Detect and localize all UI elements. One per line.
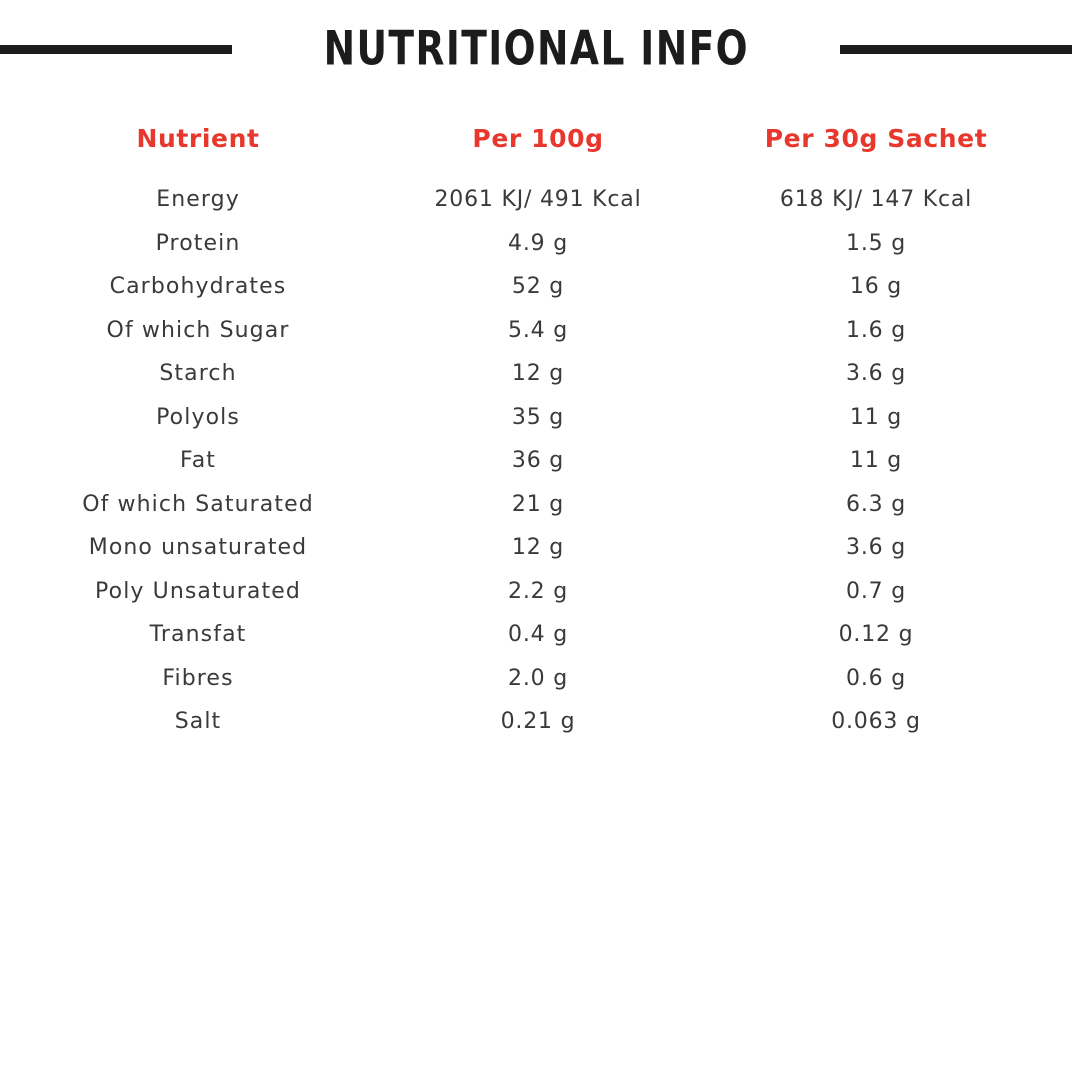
cell-per-30g: 1.6 g — [846, 317, 906, 343]
page-title: NUTRITIONAL INFO — [323, 21, 749, 77]
cell-per-30g: 16 g — [849, 274, 903, 299]
cell-per-100g: 35 g — [511, 404, 565, 430]
cell-per-30g: 6.3 g — [846, 491, 906, 517]
cell-nutrient: Polyols — [156, 404, 240, 430]
cell-per-100g: 4.9 g — [508, 230, 568, 256]
table-row — [28, 579, 1044, 604]
cell-per-100g: 0.4 g — [508, 622, 568, 647]
cell-nutrient: Transfat — [149, 622, 247, 647]
cell-nutrient: Carbohydrates — [109, 274, 287, 299]
table-row — [28, 448, 1044, 473]
table-row — [28, 535, 1044, 560]
column-header-per-100g: Per 100g — [472, 124, 604, 153]
cell-per-30g: 3.6 g — [846, 361, 906, 386]
title-rule-left — [0, 45, 232, 54]
cell-nutrient: Fibres — [162, 665, 234, 691]
table-header-row — [28, 124, 1044, 153]
cell-nutrient: Poly Unsaturated — [95, 578, 301, 604]
column-header-nutrient: Nutrient — [136, 124, 260, 153]
cell-per-30g: 3.6 g — [846, 535, 906, 560]
cell-nutrient: Of which Saturated — [82, 491, 314, 517]
cell-per-100g: 52 g — [511, 274, 565, 299]
cell-per-100g: 36 g — [511, 448, 565, 473]
table-row — [28, 318, 1044, 343]
cell-nutrient: Of which Sugar — [106, 317, 290, 343]
cell-nutrient: Mono unsaturated — [88, 535, 308, 560]
cell-per-100g: 21 g — [511, 491, 565, 517]
cell-per-30g: 618 KJ/ 147 Kcal — [779, 187, 973, 212]
cell-per-30g: 11 g — [849, 404, 903, 430]
table-row — [28, 666, 1044, 691]
table-row — [28, 361, 1044, 386]
cell-nutrient: Starch — [159, 361, 237, 386]
table-row — [28, 405, 1044, 430]
table-row — [28, 274, 1044, 299]
cell-per-30g: 0.063 g — [831, 709, 921, 734]
cell-per-30g: 11 g — [849, 448, 903, 473]
table-row — [28, 622, 1044, 647]
nutrition-table — [0, 124, 1072, 734]
table-row — [28, 492, 1044, 517]
cell-nutrient: Protein — [155, 230, 241, 256]
table-row — [28, 231, 1044, 256]
cell-per-100g: 0.21 g — [500, 709, 576, 734]
cell-nutrient: Fat — [179, 448, 217, 473]
cell-per-100g: 12 g — [511, 535, 565, 560]
cell-per-100g: 12 g — [511, 361, 565, 386]
cell-per-30g: 0.6 g — [846, 665, 906, 691]
column-header-per-30g-sachet: Per 30g Sachet — [764, 124, 988, 153]
cell-per-100g: 5.4 g — [508, 317, 568, 343]
cell-per-100g: 2.2 g — [508, 578, 568, 604]
cell-per-30g: 1.5 g — [846, 230, 906, 256]
cell-nutrient: Energy — [156, 187, 240, 212]
title-rule-right — [840, 45, 1072, 54]
table-row — [28, 187, 1044, 212]
cell-per-100g: 2061 KJ/ 491 Kcal — [434, 187, 642, 212]
cell-per-30g: 0.12 g — [838, 622, 914, 647]
table-row — [28, 709, 1044, 734]
cell-per-30g: 0.7 g — [846, 578, 906, 604]
cell-per-100g: 2.0 g — [508, 665, 568, 691]
title-row — [0, 0, 1072, 77]
cell-nutrient: Salt — [174, 709, 222, 734]
